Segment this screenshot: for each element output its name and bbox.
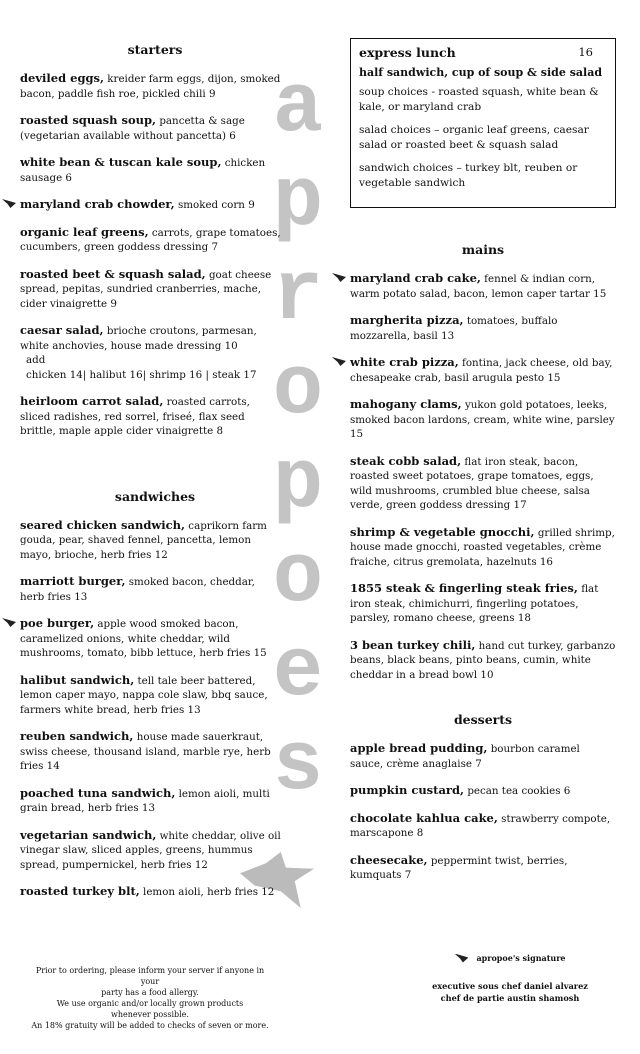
menu-item	[350, 741, 616, 771]
chef-line: chef de partie austin shamosh	[440, 993, 580, 1003]
menu-item	[20, 394, 282, 439]
menu-item-name: organic leaf greens,	[20, 224, 149, 239]
menu-item-description: kreider farm eggs, dijon, smoked bacon, paddle fish roe, pickled chili 9	[20, 73, 281, 100]
brand-letter: o	[272, 531, 324, 626]
menu-item-name: cheesecake,	[350, 852, 428, 867]
menu-item-description: bourbon caramel sauce, crème anaglaise 7	[350, 743, 580, 770]
brand-letter: e	[272, 625, 324, 720]
sandwiches-list	[20, 518, 290, 900]
menu-item	[350, 638, 616, 683]
menu-item	[350, 783, 616, 799]
menu-item	[20, 323, 282, 382]
menu-item-name: white crab pizza,	[350, 355, 459, 369]
menu-item	[20, 197, 282, 213]
menu-item-description: carrots, grape tomatoes, cucumbers, green goddess dressing 7	[20, 226, 281, 253]
menu-item-name: poached tuna sandwich,	[20, 785, 176, 800]
menu-item-name: 3 bean turkey chili,	[350, 637, 476, 652]
sandwich-choices: sandwich choices – turkey blt, reuben or vegetable sandwich	[359, 162, 578, 189]
menu-item-description: flat iron steak, bacon, roasted sweet potatoes, grape tomatoes, eggs, wild mushrooms, crumbled blue cheese, salsa verde, green goddess dressing 17	[350, 455, 594, 511]
salad-choices: salad choices – organic leaf greens, caesar salad or roasted beet & squash salad	[359, 124, 589, 151]
express-lunch-title: express lunch	[359, 45, 456, 60]
notice-line: We use organic and/or locally grown products	[56, 999, 244, 1008]
chef-line: executive sous chef daniel alvarez	[432, 981, 588, 991]
menu-item-name: chocolate kahlua cake,	[350, 810, 498, 825]
menu-item-name: caesar salad,	[20, 323, 104, 337]
menu-item-description: chicken sausage 6	[20, 157, 266, 184]
menu-item-name: heirloom carrot salad,	[20, 394, 164, 408]
menu-item-name: 1855 steak & fingerling steak fries,	[350, 581, 578, 595]
menu-item	[20, 113, 282, 143]
menu-item-name: halibut sandwich,	[20, 672, 135, 687]
menu-item-description: caprikorn farm gouda, pear, shaved fennel, pancetta, lemon mayo, brioche, herb fries 12	[20, 519, 267, 561]
menu-item-name: margherita pizza,	[350, 313, 464, 327]
menu-item-description: pancetta & sage (vegetarian available without pancetta) 6	[20, 115, 245, 142]
menu-item-description: roasted carrots, sliced radishes, red sorrel, friseé, flax seed brittle, maple apple cider vinaigrette 8	[20, 396, 250, 437]
menu-item	[20, 574, 282, 604]
menu-item-description: lemon aioli, herb fries 12	[143, 886, 275, 898]
express-lunch-box	[350, 38, 616, 208]
menu-item-addon: add	[26, 354, 46, 366]
menu-item	[350, 811, 616, 841]
section-title-desserts: desserts	[453, 712, 513, 727]
express-lunch-price: 16	[578, 45, 593, 59]
menu-item-description: smoked corn 9	[177, 199, 255, 211]
menu-item	[350, 313, 616, 343]
menu-item-name: white bean & tuscan kale soup,	[20, 155, 222, 169]
brand-letter: o	[272, 343, 324, 438]
menu-item-addon: chicken 14| halibut 16| shrimp 16 | steak 17	[26, 368, 257, 381]
signature-legend-label: apropoe's signature	[476, 953, 566, 963]
brand-letter: p	[272, 437, 324, 532]
menu-item	[20, 518, 282, 563]
menu-item-name: shrimp & vegetable gnocchi,	[350, 524, 535, 539]
section-title-starters: starters	[127, 42, 183, 57]
notice-line: party has a food allergy.	[101, 988, 199, 997]
menu-item-name: roasted beet & squash salad,	[20, 266, 206, 281]
menu-item-name: maryland crab cake,	[350, 271, 481, 285]
menu-item-description: brioche croutons, parmesan, white anchovies, house made dressing 10	[20, 325, 257, 352]
menu-item	[350, 454, 616, 513]
brand-letter: r	[272, 249, 324, 344]
menu-item-name: reuben sandwich,	[20, 729, 134, 743]
menu-item-description: flat iron steak, chimichurri, fingerling potatoes, parsley, romano cheese, greens 18	[350, 583, 599, 624]
menu-item-name: maryland crab chowder,	[20, 197, 175, 211]
menu-item-description: fennel & indian corn, warm potato salad, bacon, lemon caper tartar 15	[350, 273, 607, 300]
desserts-list	[350, 741, 616, 883]
menu-item	[20, 71, 282, 101]
menu-item-description: tell tale beer battered, lemon caper mayo, nappa cole slaw, bbq sauce, farmers white bread, herb fries 13	[20, 674, 268, 716]
menu-item	[350, 525, 616, 570]
menu-item-description: peppermint twist, berries, kumquats 7	[350, 854, 568, 881]
menu-item-description: pecan tea cookies 6	[467, 785, 571, 797]
menu-item-name: vegetarian sandwich,	[20, 827, 157, 842]
menu-item-description: apple wood smoked bacon, caramelized onions, white cheddar, wild mushrooms, tomato, bibb lettuce, herb fries 15	[20, 618, 267, 659]
menu-item-description: yukon gold potatoes, leeks, smoked bacon lardons, cream, white wine, parsley 15	[350, 399, 615, 440]
menu-item-name: seared chicken sandwich,	[20, 517, 186, 532]
menu-item-name: poe burger,	[20, 616, 95, 630]
menu-item-name: pumpkin custard,	[350, 783, 465, 797]
menu-item-name: steak cobb salad,	[350, 453, 462, 468]
mains-list	[350, 271, 616, 682]
starters-list	[20, 71, 290, 439]
menu-item-description: fontina, jack cheese, old bay, chesapeake crab, basil arugula pesto 15	[350, 357, 613, 384]
notice-line: whenever possible.	[111, 1010, 189, 1019]
menu-item-description: goat cheese spread, pepitas, sundried cranberries, mache, cider vinaigrette 9	[20, 268, 272, 310]
section-title-mains: mains	[461, 242, 505, 257]
menu-item-name: roasted squash soup,	[20, 113, 157, 127]
menu-item	[350, 355, 616, 385]
menu-item	[20, 267, 282, 312]
left-column	[20, 38, 290, 912]
menu-item-description: tomatoes, buffalo mozzarella, basil 13	[350, 315, 558, 342]
menu-item	[20, 828, 282, 873]
menu-item-description: grilled shrimp, house made gnocchi, roasted vegetables, crème fraiche, citrus gremolata, hazelnuts 16	[350, 526, 615, 568]
chef-credits	[410, 952, 610, 1004]
brand-letter: p	[272, 155, 324, 250]
notice-line: Prior to ordering, please inform your server if anyone in your	[35, 966, 265, 986]
brand-letter: s	[272, 719, 324, 814]
menu-item	[20, 729, 282, 774]
menu-item	[350, 853, 616, 883]
menu-item	[350, 581, 616, 626]
menu-item-description: strawberry compote, marscapone 8	[350, 812, 611, 839]
menu-item-name: mahogany clams,	[350, 397, 462, 411]
menu-item	[20, 616, 282, 661]
section-title-sandwiches: sandwiches	[114, 488, 196, 504]
menu-item-description: smoked bacon, cheddar, herb fries 13	[20, 576, 255, 603]
menu-item	[20, 225, 282, 255]
raven-icon	[454, 954, 468, 963]
soup-choices: soup choices - roasted squash, white bean & kale, or maryland crab	[359, 86, 599, 113]
signature-legend	[410, 952, 610, 964]
menu-item-description: white cheddar, olive oil vinegar slaw, sliced apples, greens, hummus spread, pumpernickel, herb fries 12	[20, 829, 281, 871]
menu-item	[20, 884, 282, 900]
menu-item-name: deviled eggs,	[20, 71, 105, 85]
menu-item	[350, 397, 616, 442]
menu-item-description: lemon aioli, multi grain bread, herb fries 13	[20, 787, 270, 814]
right-column	[350, 38, 616, 895]
menu-item	[20, 155, 282, 185]
allergy-notice	[30, 965, 270, 1031]
menu-item-name: marriott burger,	[20, 574, 126, 588]
brand-letter: a	[272, 61, 324, 156]
menu-item-description: house made sauerkraut, swiss cheese, thousand island, marble rye, herb fries 14	[20, 731, 271, 772]
menu-item	[20, 673, 282, 718]
menu-item	[20, 786, 282, 816]
express-lunch-subtitle: half sandwich, cup of soup & side salad	[359, 66, 603, 79]
notice-line: An 18% gratuity will be added to checks of seven or more.	[31, 1021, 269, 1030]
menu-item-name: apple bread pudding,	[350, 741, 488, 755]
menu-item	[350, 271, 616, 301]
menu-item-description: hand cut turkey, garbanzo beans, black beans, pinto beans, cumin, white cheddar in a bread bowl 10	[350, 639, 616, 681]
menu-item-name: roasted turkey blt,	[20, 884, 140, 898]
